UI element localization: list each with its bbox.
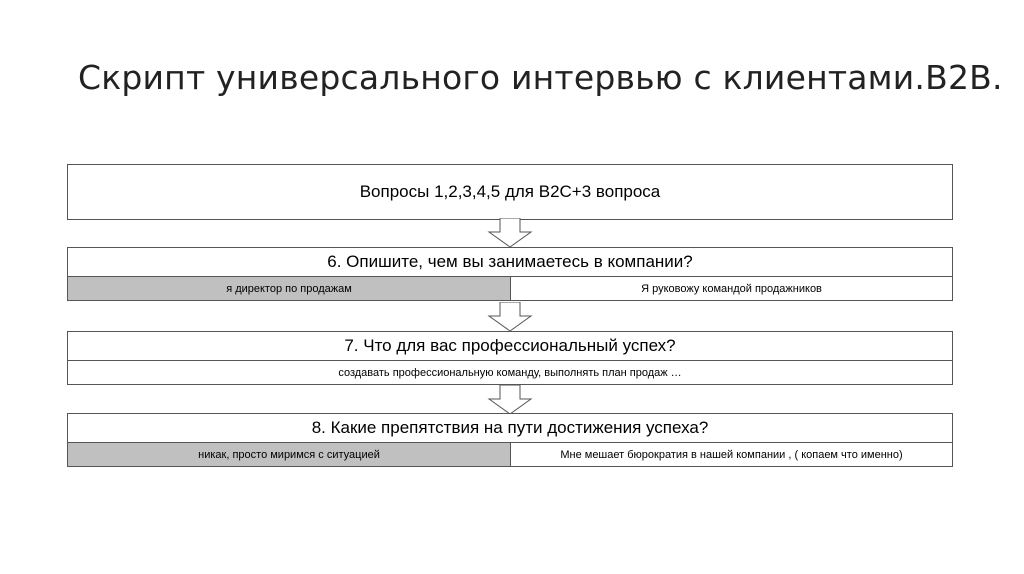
answer-6-left: я директор по продажам (68, 277, 511, 300)
down-arrow-icon (487, 218, 533, 248)
answer-8-right: Мне мешает бюрократия в нашей компании , ( копаем что именно) (511, 443, 952, 466)
answer-8-left: никак, просто миримся с ситуацией (68, 443, 511, 466)
down-arrow-icon (487, 385, 533, 415)
answers-7-row (68, 361, 952, 384)
down-arrow-icon (487, 302, 533, 332)
question-8-block (67, 413, 953, 467)
answers-8-row (68, 443, 952, 466)
answer-7: создавать профессиональную команду, выполнять план продаж … (338, 366, 682, 379)
question-7: 7. Что для вас профессиональный успех? (68, 332, 952, 361)
question-6: 6. Опишите, чем вы занимаетесь в компании? (68, 248, 952, 277)
page-title: Скрипт универсального интервью с клиентами.B2B. (78, 58, 1003, 97)
answers-6-row (68, 277, 952, 300)
question-7-block (67, 331, 953, 385)
intro-text: Вопросы 1,2,3,4,5 для B2C+3 вопроса (359, 182, 661, 201)
question-6-block (67, 247, 953, 301)
question-8: 8. Какие препятствия на пути достижения успеха? (68, 414, 952, 443)
intro-block (67, 164, 953, 220)
answer-6-right: Я руковожу командой продажников (511, 277, 952, 300)
